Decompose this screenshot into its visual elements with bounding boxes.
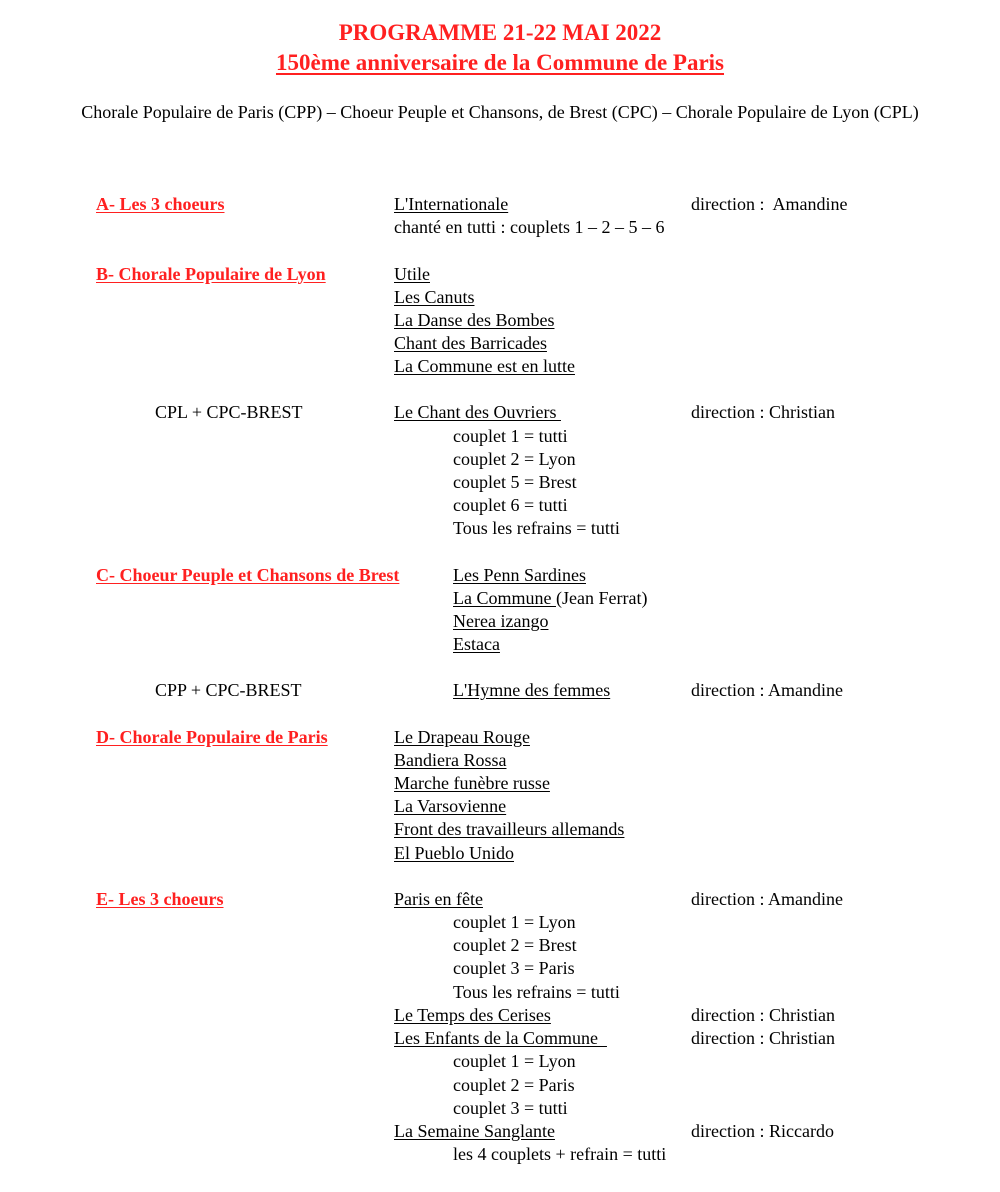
song-title: El Pueblo Unido xyxy=(394,843,514,863)
direction-label: direction : Christian xyxy=(691,402,835,422)
song-note: Tous les refrains = tutti xyxy=(453,982,620,1002)
song-title: Estaca xyxy=(453,634,500,654)
song-title: Bandiera Rossa xyxy=(394,750,507,770)
joint-choir-label: CPL + CPC-BREST xyxy=(155,402,303,422)
section-e-heading: E- Les 3 choeurs xyxy=(96,889,224,909)
song-title: La Varsovienne xyxy=(394,796,507,816)
song-note: couplet 3 = Paris xyxy=(453,958,575,978)
song-title: La Commune est en lutte xyxy=(394,356,575,376)
song-title: Utile xyxy=(394,264,430,284)
song-title: Paris en fête xyxy=(394,889,483,909)
page-subtitle: 150ème anniversaire de la Commune de Paris xyxy=(275,50,725,75)
direction-label: direction : Amandine xyxy=(691,889,843,909)
song-note: Tous les refrains = tutti xyxy=(453,518,620,538)
section-c-heading: C- Choeur Peuple et Chansons de Brest xyxy=(96,565,400,585)
song-note: couplet 1 = tutti xyxy=(453,426,568,446)
song-title: Les Penn Sardines xyxy=(453,565,586,585)
song-title: Le Temps des Cerises xyxy=(394,1005,551,1025)
song-title: Chant des Barricades xyxy=(394,333,547,353)
song-note: couplet 1 = Lyon xyxy=(453,1051,576,1071)
direction-label: direction : Riccardo xyxy=(691,1121,834,1141)
song-title: Le Drapeau Rouge xyxy=(394,727,530,747)
song-title: L'Internationale xyxy=(394,194,509,214)
song-note: couplet 1 = Lyon xyxy=(453,912,576,932)
song-title: Les Enfants de la Commune xyxy=(394,1028,607,1048)
song-title: Nerea izango xyxy=(453,611,549,631)
section-a-heading: A- Les 3 choeurs xyxy=(96,194,225,214)
song-title: La Semaine Sanglante xyxy=(394,1121,555,1141)
section-d-heading: D- Chorale Populaire de Paris xyxy=(96,727,328,747)
direction-label: direction : Christian xyxy=(691,1028,835,1048)
song-note: couplet 2 = Brest xyxy=(453,935,577,955)
song-note: les 4 couplets + refrain = tutti xyxy=(453,1144,667,1164)
song-note: chanté en tutti : couplets 1 – 2 – 5 – 6 xyxy=(394,217,665,237)
song-note: couplet 2 = Lyon xyxy=(453,449,576,469)
song-title: La Commune xyxy=(453,588,556,608)
song-title: Marche funèbre russe xyxy=(394,773,550,793)
song-note: couplet 5 = Brest xyxy=(453,472,577,492)
song-title: L'Hymne des femmes xyxy=(453,680,611,700)
choirs-line: Chorale Populaire de Paris (CPP) – Choeur Peuple et Chansons, de Brest (CPC) – Chorale Populaire de Lyon (CPL) xyxy=(81,102,919,122)
song-author: (Jean Ferrat) xyxy=(555,588,648,608)
song-note: couplet 2 = Paris xyxy=(453,1075,575,1095)
song-title: Front des travailleurs allemands xyxy=(394,819,625,839)
song-note: couplet 6 = tutti xyxy=(453,495,568,515)
direction-label: direction : Amandine xyxy=(691,680,843,700)
section-b-heading: B- Chorale Populaire de Lyon xyxy=(96,264,326,284)
direction-label: direction : Christian xyxy=(691,1005,835,1025)
song-title: Le Chant des Ouvriers xyxy=(394,402,561,422)
song-note: couplet 3 = tutti xyxy=(453,1098,568,1118)
direction-label: direction : Amandine xyxy=(691,194,848,214)
joint-choir-label: CPP + CPC-BREST xyxy=(155,680,302,700)
song-title: Les Canuts xyxy=(394,287,475,307)
song-title: La Danse des Bombes xyxy=(394,310,555,330)
page-title: PROGRAMME 21-22 MAI 2022 xyxy=(338,20,662,45)
song-line xyxy=(453,587,647,609)
